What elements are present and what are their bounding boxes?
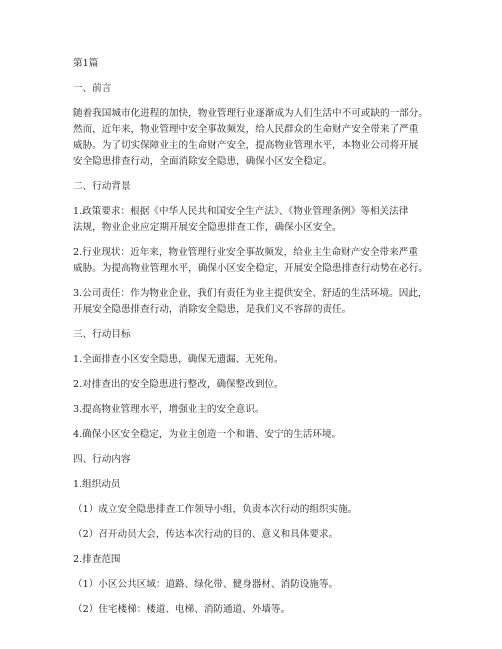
text-line: 然而，近年来，物业管理中安全事故频发，给人民群众的生命财产安全带来了严重: [73, 124, 419, 135]
text-line: 2.行业现状：近年来，物业管理行业安全事故频发，给业主生命财产安全带来严重: [73, 247, 418, 258]
goal-item-2: [73, 377, 439, 393]
text-line: 开展安全隐患排查行动，消除安全隐患，是我们义不容辞的责任。: [73, 304, 352, 315]
text-line: 随着我国城市化进程的加快，物业管理行业逐渐成为人们生活中不可或缺的一部分。: [73, 108, 428, 119]
content-item: [73, 602, 439, 618]
text-line: （2）住宅楼梯：楼道、电梯、消防通道、外墙等。: [73, 604, 291, 615]
preface-paragraph: [73, 106, 439, 170]
heading-goals: [73, 327, 439, 343]
text-line: 2.对排查出的安全隐患进行整改，确保整改到位。: [73, 379, 284, 390]
text-line: 3.提高物业管理水平，增强业主的安全意识。: [73, 404, 265, 415]
content-subheading-2: [73, 552, 439, 568]
text-line: 法规，物业企业应定期开展安全隐患排查工作，确保小区安全。: [73, 222, 342, 233]
text-line: 三、行动目标: [73, 329, 131, 340]
text-line: 3.公司责任：作为物业企业，我们有责任为业主提供安全、舒适的生活环境。因此，: [73, 288, 428, 299]
text-line: 2.排查范围: [73, 554, 121, 565]
text-line: 1.全面排查小区安全隐患，确保无遗漏、无死角。: [73, 354, 284, 365]
text-line: 四、行动内容: [73, 454, 131, 465]
text-line: （2）召开动员大会，传达本次行动的目的、意义和具体要求。: [73, 529, 339, 540]
content-item: [73, 577, 439, 593]
heading-content: [73, 452, 439, 468]
background-item-3: [73, 286, 439, 318]
goal-item-3: [73, 402, 439, 418]
text-line: 威胁。为了切实保障业主的生命财产安全，提高物业管理水平，本物业公司将开展: [73, 140, 419, 151]
text-line: （1）小区公共区域：道路、绿化带、健身器材、消防设施等。: [73, 579, 339, 590]
text-line: 威胁。为提高物业管理水平，确保小区安全稳定，开展安全隐患排查行动势在必行。: [73, 263, 428, 274]
content-subheading-1: [73, 477, 439, 493]
content-item: [73, 527, 439, 543]
text-line: （1）成立安全隐患排查工作领导小组，负责本次行动的组织实施。: [73, 504, 358, 515]
text-line: 1.政策要求：根据《中华人民共和国安全生产法》、《物业管理条例》等相关法律: [73, 206, 409, 217]
text-line: 安全隐患排查行动，全面消除安全隐患，确保小区安全稳定。: [73, 156, 333, 167]
heading-preface: [73, 81, 439, 97]
text-line: 第1篇: [73, 58, 99, 69]
background-item-1: [73, 204, 439, 236]
goal-item-4: [73, 427, 439, 443]
background-item-2: [73, 245, 439, 277]
goal-item-1: [73, 352, 439, 368]
content-item: [73, 502, 439, 518]
heading-background: [73, 179, 439, 195]
text-line: 一、前言: [73, 83, 112, 94]
text-line: 二、行动背景: [73, 181, 131, 192]
section-number: [73, 56, 439, 72]
text-line: 1.组织动员: [73, 479, 121, 490]
text-line: 4.确保小区安全稳定，为业主创造一个和谐、安宁的生活环境。: [73, 429, 342, 440]
document-page: [73, 56, 439, 627]
